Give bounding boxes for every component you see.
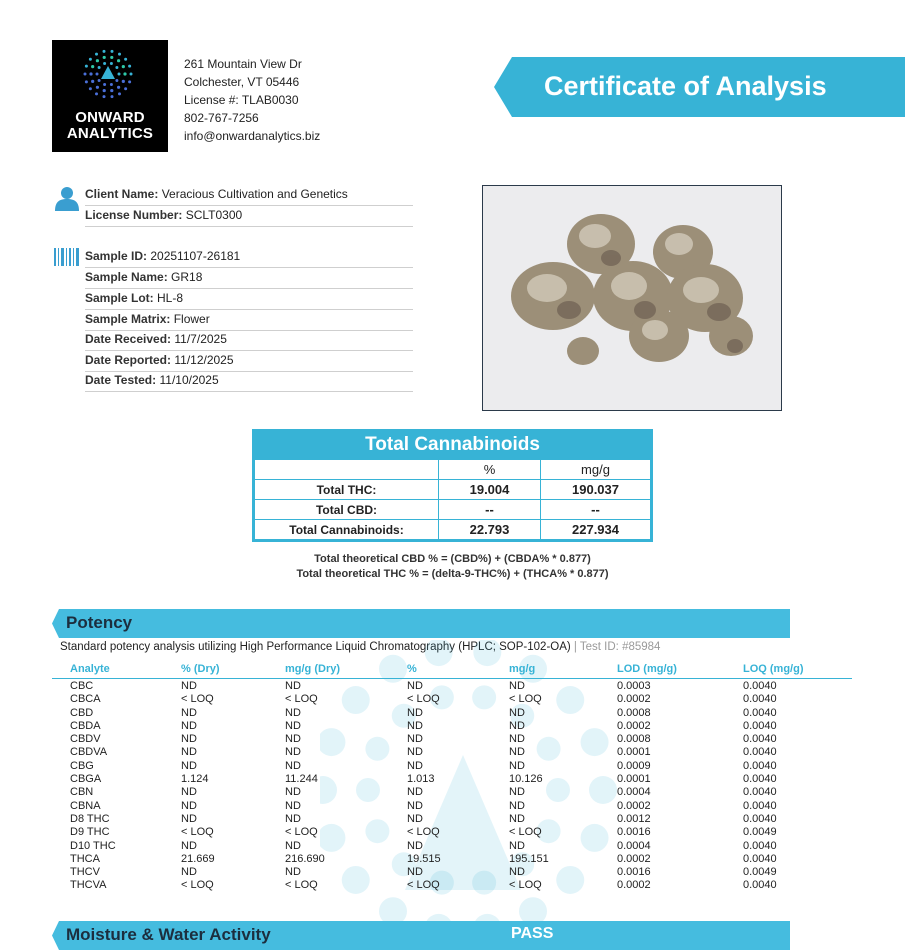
table-row [52,840,852,853]
potency-table-header [52,661,852,679]
sample-matrix-row [85,311,413,331]
lab-phone: 802-767-7256 [184,111,259,125]
cbd-formula: Total theoretical CBD % = (CBD%) + (CBDA% * 0.877) [314,553,591,565]
date-tested-label: Date Tested: [85,373,157,387]
cell-pct: < LOQ [407,826,440,839]
cell-pct-dry: ND [181,680,197,692]
sample-id-value: 20251107-26181 [150,249,241,263]
cell-pct-dry: ND [181,866,197,879]
cell-analyte: THCV [70,866,100,879]
header-loq: LOQ (mg/g) [743,663,804,675]
cell-mg: 10.126 [509,773,543,786]
cell-pct: ND [407,680,423,692]
lab-logo [52,40,168,152]
cell-loq: 0.0040 [743,812,777,825]
logo-name-line1: ONWARD [75,109,145,126]
client-license-label: License Number: [85,208,183,222]
cell-mg: ND [509,746,525,759]
cell-loq: 0.0049 [743,866,777,879]
header-pct-dry: % (Dry) [181,663,220,675]
cell-pct: < LOQ [407,879,440,892]
cell-pct-dry: ND [181,799,197,812]
potency-method: Standard potency analysis utilizing High Performance Liquid Chromatography (HPLC; SOP-102-OA) [60,641,571,653]
lab-address-block [184,55,320,145]
table-row [52,733,852,746]
table-row [52,746,852,759]
document-title: Certificate of Analysis [544,71,827,101]
sample-matrix-label: Sample Matrix: [85,312,171,326]
cell-analyte: CBG [70,759,94,772]
cell-pct-dry: < LOQ [181,879,214,892]
cell-mg-dry: ND [285,799,301,812]
date-reported-value: 11/12/2025 [174,353,234,367]
cell-loq: 0.0040 [743,786,777,799]
table-row [52,826,852,839]
address-line1: 261 Mountain View Dr [184,57,302,71]
client-name-row [85,186,413,206]
cell-analyte: THCVA [70,879,107,892]
total-thc-mg: 190.037 [541,480,651,500]
cell-lod: 0.0016 [617,866,651,879]
sample-matrix-value: Flower [173,312,210,326]
cell-pct-dry: ND [181,839,197,852]
coa-title-banner [494,57,905,117]
cell-loq: 0.0040 [743,759,777,772]
date-received-row [85,331,413,351]
cell-lod: 0.0002 [617,693,651,706]
cell-lod: 0.0008 [617,706,651,719]
cell-mg-dry: < LOQ [285,879,318,892]
date-reported-row [85,352,413,372]
cell-lod: 0.0008 [617,733,651,746]
date-received-value: 11/7/2025 [174,332,227,346]
cell-pct: ND [407,733,423,746]
potency-section-header [52,609,790,638]
cell-mg: ND [509,680,525,692]
cell-mg-dry: ND [285,746,301,759]
cell-mg-dry: 11.244 [285,773,318,786]
cell-pct-dry: ND [181,719,197,732]
potency-title: Potency [66,613,133,632]
cell-mg-dry: ND [285,719,301,732]
cell-mg: 195.151 [509,852,549,865]
cell-pct-dry: ND [181,733,197,746]
cell-pct: ND [407,719,423,732]
cell-mg: < LOQ [509,879,542,892]
cell-pct-dry: ND [181,706,197,719]
moisture-title: Moisture & Water Activity [66,925,271,944]
cell-mg: ND [509,706,525,719]
table-row [52,853,852,866]
header-blank-cell [255,460,439,480]
cell-loq: 0.0040 [743,799,777,812]
cell-analyte: D9 THC [70,826,110,839]
cell-lod: 0.0002 [617,879,651,892]
header-pct: % [439,460,541,480]
cell-mg-dry: 216.690 [285,852,325,865]
moisture-section-header [52,921,790,950]
sample-name-label: Sample Name: [85,270,168,284]
person-icon [54,186,80,212]
table-header-row [255,460,651,480]
cell-analyte: CBD [70,706,94,719]
sample-name-row [85,269,413,289]
cell-loq: 0.0040 [743,719,777,732]
header-mg: mg/g [509,663,536,675]
sample-id-label: Sample ID: [85,249,148,263]
cell-loq: 0.0040 [743,852,777,865]
cell-mg: ND [509,866,525,879]
cell-loq: 0.0040 [743,839,777,852]
table-row [52,879,852,892]
cell-lod: 0.0002 [617,719,651,732]
sample-name-value: GR18 [171,270,203,284]
cell-pct: ND [407,866,423,879]
cell-mg-dry: ND [285,812,301,825]
cell-loq: 0.0049 [743,826,777,839]
total-cannabinoids-pct: 22.793 [439,520,541,540]
cell-mg: < LOQ [509,693,542,706]
cell-mg-dry: ND [285,680,301,692]
table-row [52,707,852,720]
header-mg-dry: mg/g (Dry) [285,663,340,675]
date-reported-label: Date Reported: [85,353,172,367]
cell-lod: 0.0001 [617,773,651,786]
cell-mg-dry: ND [285,866,301,879]
cell-pct-dry: ND [181,812,197,825]
cell-pct: ND [407,799,423,812]
cell-mg-dry: < LOQ [285,826,318,839]
cell-mg: ND [509,733,525,746]
cell-pct: ND [407,839,423,852]
cell-pct: ND [407,812,423,825]
cell-loq: 0.0040 [743,733,777,746]
cell-lod: 0.0016 [617,826,651,839]
cell-lod: 0.0012 [617,812,651,825]
table-row [52,800,852,813]
cell-mg-dry: ND [285,839,301,852]
cell-mg-dry: ND [285,733,301,746]
client-name-label: Client Name: [85,187,159,201]
sample-lot-value: HL-8 [157,291,184,305]
cell-analyte: D10 THC [70,839,116,852]
cell-mg-dry: < LOQ [285,693,318,706]
cell-mg: ND [509,759,525,772]
cell-lod: 0.0001 [617,746,651,759]
cell-analyte: CBNA [70,799,101,812]
table-row [52,866,852,879]
cell-lod: 0.0002 [617,852,651,865]
table-row [255,480,651,500]
client-license-value: SCLT0300 [185,208,243,222]
cell-analyte: CBGA [70,773,102,786]
table-row [52,693,852,706]
total-cbd-mg: -- [541,500,651,520]
total-thc-pct: 19.004 [439,480,541,500]
cell-loq: 0.0040 [743,693,777,706]
cell-lod: 0.0004 [617,839,651,852]
cell-analyte: CBN [70,786,94,799]
cell-analyte: THCA [70,852,100,865]
cell-pct-dry: ND [181,786,197,799]
cell-lod: 0.0009 [617,759,651,772]
cell-mg-dry: ND [285,786,301,799]
table-row [255,500,651,520]
cell-lod: 0.0002 [617,799,651,812]
cell-analyte: CBCA [70,693,101,706]
cell-lod: 0.0004 [617,786,651,799]
cell-loq: 0.0040 [743,746,777,759]
lab-email: info@onwardanalytics.biz [184,129,321,143]
total-cannabinoids-title: Total Cannabinoids [254,431,651,459]
cell-analyte: CBDVA [70,746,108,759]
table-row [52,813,852,826]
sample-photo [482,185,782,411]
table-row [52,680,852,693]
table-row [52,720,852,733]
cell-mg: ND [509,786,525,799]
logo-name-line2: ANALYTICS [66,125,154,142]
cell-pct: ND [407,786,423,799]
cell-mg-dry: ND [285,706,301,719]
cell-pct: < LOQ [407,693,440,706]
cell-pct: ND [407,706,423,719]
cell-analyte: CBC [70,680,94,692]
header-mg: mg/g [541,460,651,480]
cell-analyte: D8 THC [70,812,110,825]
cell-pct-dry: ND [181,759,197,772]
cell-pct-dry: < LOQ [181,826,214,839]
cell-loq: 0.0040 [743,706,777,719]
cell-mg-dry: ND [285,759,301,772]
date-received-label: Date Received: [85,332,172,346]
cell-pct: ND [407,759,423,772]
table-row [52,773,852,786]
cell-analyte: CBDV [70,733,101,746]
date-tested-value: 11/10/2025 [159,373,219,387]
total-thc-label: Total THC: [255,480,439,500]
cell-pct-dry: 21.669 [181,852,215,865]
date-tested-row [85,372,413,392]
cell-mg: ND [509,812,525,825]
potency-test-id: | Test ID: #85984 [570,641,661,653]
potency-table [52,661,852,893]
sample-lot-row [85,290,413,310]
lab-license: License #: TLAB0030 [184,93,299,107]
table-row [52,760,852,773]
barcode-icon [54,248,80,266]
table-row [255,520,651,540]
cell-pct: 1.013 [407,773,435,786]
cell-pct-dry: < LOQ [181,693,214,706]
moisture-pass-badge: PASS [511,925,554,942]
cell-pct-dry: 1.124 [181,773,209,786]
cell-loq: 0.0040 [743,680,777,692]
cell-loq: 0.0040 [743,879,777,892]
cell-analyte: CBDA [70,719,101,732]
thc-formula: Total theoretical THC % = (delta-9-THC%) + (THCA% * 0.877) [296,568,609,580]
table-row [52,786,852,799]
total-cannabinoids-table [252,429,653,542]
cell-mg: ND [509,799,525,812]
cell-pct-dry: ND [181,746,197,759]
cell-pct: ND [407,746,423,759]
header-lod: LOD (mg/g) [617,663,677,675]
total-cbd-pct: -- [439,500,541,520]
cell-lod: 0.0003 [617,680,651,692]
cell-mg: ND [509,839,525,852]
cell-pct: 19.515 [407,852,441,865]
address-line2: Colchester, VT 05446 [184,75,300,89]
client-license-row [85,207,413,227]
total-cannabinoids-mg: 227.934 [541,520,651,540]
header-analyte: Analyte [70,663,110,675]
sample-lot-label: Sample Lot: [85,291,154,305]
total-cbd-label: Total CBD: [255,500,439,520]
sample-id-row [85,248,413,268]
cell-mg: < LOQ [509,826,542,839]
cell-loq: 0.0040 [743,773,777,786]
header-pct: % [407,663,417,675]
cell-mg: ND [509,719,525,732]
client-name-value: Veracious Cultivation and Genetics [161,187,348,201]
total-cannabinoids-label: Total Cannabinoids: [255,520,439,540]
